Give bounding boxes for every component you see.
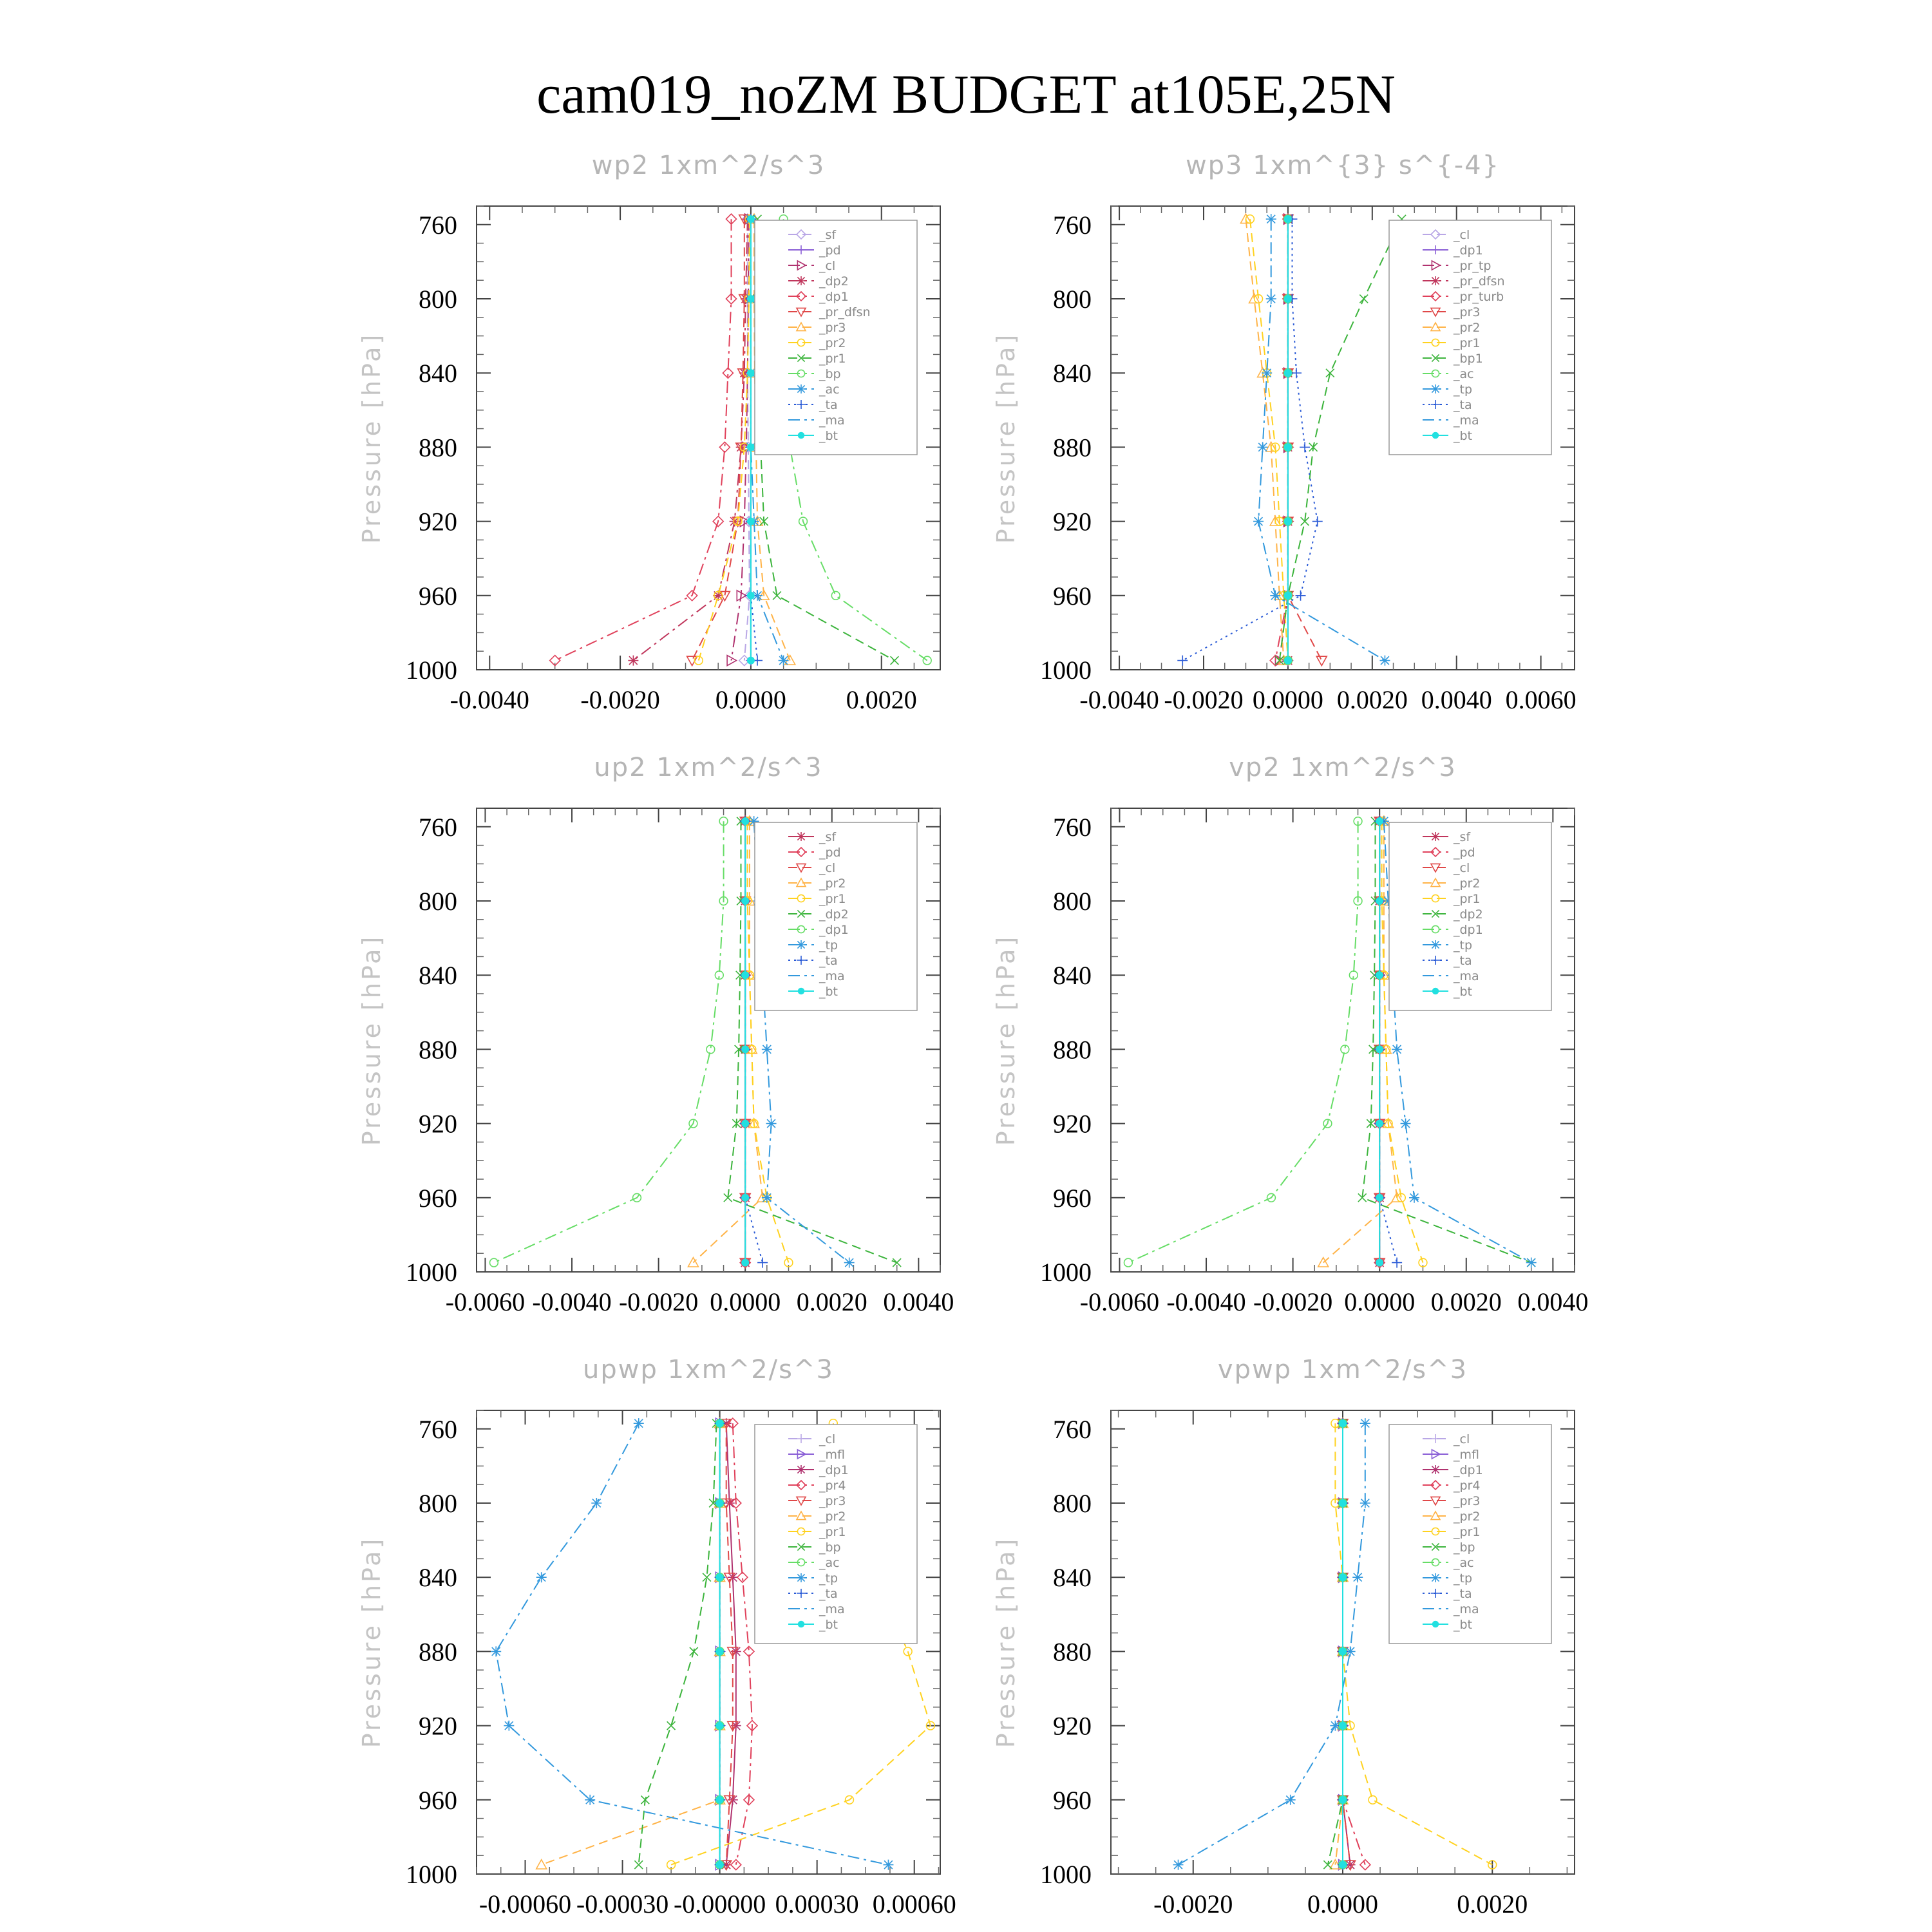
legend-label: _pr4 (819, 1479, 846, 1493)
x-tick-label: 0.0000 (715, 685, 786, 714)
legend-label: _pr_dfsn (1454, 274, 1505, 289)
legend-label: _pr3 (819, 321, 846, 335)
data-point-bt (716, 1861, 724, 1869)
data-point-bt (716, 1419, 724, 1427)
legend-label: _dp1 (819, 1463, 849, 1477)
legend-marker (1432, 988, 1439, 995)
data-point-bt (1376, 1120, 1383, 1128)
x-tick-label: 0.0000 (1252, 685, 1323, 714)
series-line-dp2 (633, 219, 747, 660)
series-line-pr2 (699, 219, 750, 660)
y-tick-label: 800 (1053, 1489, 1092, 1518)
legend-marker (797, 940, 806, 949)
legend-label: _pr1 (819, 352, 846, 366)
y-tick-label: 800 (1053, 285, 1092, 314)
data-point-ac (779, 656, 789, 666)
data-point-bt (1376, 1045, 1383, 1053)
y-tick-label: 800 (1053, 887, 1092, 916)
legend-label: _pr_tp (1454, 259, 1492, 273)
legend-label: _pr1 (1454, 1525, 1481, 1539)
data-point-bp (667, 1721, 676, 1730)
legend-label: _cl (819, 1432, 836, 1446)
data-point-tp (1262, 368, 1272, 378)
y-tick-label: 760 (419, 812, 457, 842)
series-line-dp1 (555, 219, 732, 660)
x-tick-label: -0.0060 (1079, 1287, 1160, 1316)
legend-label: _pr1 (1454, 336, 1481, 350)
data-point-tp (1392, 1044, 1402, 1054)
x-tick-label: 0.0040 (1421, 685, 1492, 714)
data-point-tp (491, 1646, 501, 1656)
data-point-dp2 (628, 656, 638, 666)
y-tick-label: 840 (419, 1563, 457, 1593)
data-point-tp (883, 1860, 893, 1870)
series-group (1177, 214, 1406, 665)
data-point-bp1 (1359, 295, 1368, 303)
x-tick-label: -0.00030 (576, 1889, 669, 1918)
legend-marker (1431, 940, 1440, 949)
x-tick-label: 0.0000 (1344, 1287, 1416, 1316)
data-point-bt (741, 1120, 749, 1128)
data-point-tp (766, 1119, 777, 1129)
legend-label: _ta (819, 1587, 838, 1601)
y-tick-label: 1000 (406, 656, 457, 685)
y-tick-label: 760 (419, 210, 457, 240)
y-axis-label: Pressure [hPa] (992, 934, 1020, 1146)
legend-label: _cl (1454, 861, 1470, 875)
panel-3 (357, 753, 954, 1316)
legend-label: _pr_turb (1454, 290, 1504, 304)
legend-marker (798, 1621, 805, 1628)
panel-title: up2 1xm^2/s^3 (594, 753, 823, 782)
legend-label: _pr2 (1454, 1510, 1481, 1524)
data-point-tp (1409, 1193, 1419, 1203)
y-tick-label: 800 (419, 887, 457, 916)
panel-2 (992, 151, 1577, 714)
data-point-bt (716, 1499, 724, 1507)
series-line-tp (1179, 1423, 1365, 1864)
legend-marker (1432, 1621, 1439, 1628)
data-point-ta (1312, 516, 1323, 527)
legend-label: _pr2 (819, 876, 846, 891)
x-tick-label: -0.0060 (445, 1287, 526, 1316)
data-point-bt (1284, 592, 1292, 600)
y-axis-label: Pressure [hPa] (992, 1536, 1020, 1748)
legend-label: _tp (819, 1571, 838, 1586)
panel-title: vpwp 1xm^2/s^3 (1217, 1355, 1468, 1385)
data-point-tp (591, 1498, 601, 1508)
legend-marker (797, 276, 806, 285)
data-point-tp (1285, 1795, 1296, 1805)
data-point-tp (634, 1418, 644, 1428)
legend-label: _tp (819, 938, 838, 952)
legend-marker (797, 832, 806, 841)
data-point-bt (716, 1647, 724, 1655)
legend-label: _ac (819, 383, 840, 397)
data-point-tp (1270, 591, 1280, 601)
panel-title: wp2 1xm^2/s^3 (591, 151, 826, 180)
series-line-bp (639, 1423, 717, 1864)
legend-label: _ta (1454, 1587, 1472, 1601)
y-tick-label: 920 (1053, 1711, 1092, 1741)
data-point-tp (1352, 1572, 1363, 1582)
data-point-bt (1376, 971, 1383, 979)
data-point-dp1 (1124, 1258, 1133, 1267)
legend-label: _sf (819, 228, 837, 242)
y-tick-label: 960 (419, 1785, 457, 1815)
data-point-ta (1296, 591, 1306, 601)
x-tick-label: 0.0020 (796, 1287, 867, 1316)
legend-label: _bp1 (1454, 352, 1483, 366)
legend-marker (1431, 276, 1440, 285)
legend-label: _cl (819, 861, 836, 875)
y-tick-label: 840 (1053, 359, 1092, 388)
data-point-bt (716, 1796, 724, 1804)
legend-marker (1431, 1573, 1440, 1582)
legend-label: _dp2 (819, 274, 849, 289)
legend-label: _ac (1454, 1556, 1474, 1570)
legend-label: _pd (819, 243, 841, 258)
y-tick-label: 840 (419, 359, 457, 388)
data-point-bt (1376, 1259, 1383, 1267)
y-tick-label: 920 (1053, 507, 1092, 536)
x-tick-label: -0.0020 (1253, 1287, 1333, 1316)
legend-label: _sf (819, 830, 837, 844)
legend-label: _pr3 (1454, 1494, 1481, 1508)
y-tick-label: 960 (419, 581, 457, 611)
panel-1 (357, 151, 940, 714)
legend-label: _pr2 (819, 1510, 846, 1524)
data-point-tp (762, 1193, 772, 1203)
data-point-tp (1360, 1418, 1370, 1428)
y-tick-label: 880 (1053, 1637, 1092, 1667)
legend-label: _ma (1454, 969, 1479, 983)
data-point-bt (1376, 817, 1383, 825)
y-tick-label: 880 (419, 433, 457, 462)
panel-5 (357, 1355, 956, 1918)
data-point-tp (1253, 516, 1264, 527)
data-point-bt (716, 1722, 724, 1730)
legend-label: _pr3 (819, 1494, 846, 1508)
legend-label: _dp1 (1454, 243, 1483, 258)
x-tick-label: -0.0040 (1079, 685, 1159, 714)
data-point-bp (1323, 1861, 1332, 1869)
legend-label: _ta (1454, 954, 1472, 968)
data-point-tp (1360, 1498, 1370, 1508)
legend-label: _ma (1454, 1602, 1479, 1616)
legend-marker (1431, 384, 1440, 393)
legend-marker (1431, 1465, 1440, 1474)
data-point-bt (1284, 443, 1292, 451)
legend-label: _ac (1454, 367, 1474, 381)
data-point-dp1 (490, 1258, 498, 1267)
panels (357, 151, 1588, 1918)
y-tick-label: 960 (1053, 1785, 1092, 1815)
legend-label: _ma (1454, 413, 1479, 428)
x-tick-label: -0.0020 (618, 1287, 699, 1316)
y-tick-label: 840 (1053, 961, 1092, 990)
legend-label: _dp2 (819, 907, 849, 922)
legend-marker (798, 432, 805, 439)
x-tick-label: 0.0020 (846, 685, 917, 714)
data-point-tp (1526, 1258, 1537, 1268)
data-point-bt (747, 369, 755, 377)
series-line-pr3 (1288, 219, 1321, 660)
x-tick-label: -0.00000 (673, 1889, 766, 1918)
legend-label: _cl (819, 259, 836, 273)
legend-label: _dp1 (819, 923, 849, 937)
y-tick-label: 960 (1053, 581, 1092, 611)
legend-label: _pr2 (819, 336, 846, 350)
data-point-tp (762, 1044, 772, 1054)
data-point-bt (1339, 1722, 1347, 1730)
legend-label: _pr1 (819, 1525, 846, 1539)
data-point-pr4 (731, 1860, 741, 1870)
x-tick-label: -0.0020 (1164, 685, 1244, 714)
legend-label: _ta (819, 398, 838, 412)
data-point-bt (1284, 518, 1292, 526)
data-point-bt (747, 657, 755, 665)
legend-label: _ta (819, 954, 838, 968)
legend-label: _mfl (1454, 1448, 1479, 1462)
data-point-bt (1284, 369, 1292, 377)
data-point-bt (1339, 1419, 1347, 1427)
legend-marker (1431, 832, 1440, 841)
data-point-ta (1300, 442, 1310, 452)
y-tick-label: 760 (1053, 1414, 1092, 1444)
panel-title: wp3 1xm^{3} s^{-4} (1185, 151, 1501, 180)
x-tick-label: 0.0060 (1505, 685, 1577, 714)
data-point-bt (1376, 897, 1383, 905)
data-point-ta (1392, 1258, 1402, 1268)
x-tick-label: 0.0020 (1336, 685, 1408, 714)
data-point-bt (1339, 1573, 1347, 1581)
legend-label: _bp (1454, 1540, 1475, 1555)
data-point-tp (1266, 214, 1276, 224)
x-tick-label: 0.0000 (710, 1287, 781, 1316)
data-point-tp (1266, 294, 1276, 304)
data-point-bt (741, 817, 749, 825)
legend-label: _ma (819, 413, 845, 428)
y-tick-label: 1000 (1040, 656, 1092, 685)
legend-label: _bt (819, 1618, 838, 1632)
x-tick-label: -0.0020 (1153, 1889, 1233, 1918)
data-point-bt (747, 518, 755, 526)
data-point-tp (1258, 442, 1268, 452)
y-tick-label: 840 (419, 961, 457, 990)
data-point-tp (504, 1721, 514, 1731)
data-point-bt (747, 443, 755, 451)
legend-label: _bp (819, 1540, 841, 1555)
y-tick-label: 800 (419, 1489, 457, 1518)
legend-label: _mfl (819, 1448, 845, 1462)
data-point-bt (741, 1194, 749, 1202)
data-point-bt (747, 295, 755, 303)
data-point-bt (741, 971, 749, 979)
data-point-bt (1284, 215, 1292, 223)
x-tick-label: -0.0020 (580, 685, 660, 714)
legend-marker (798, 988, 805, 995)
y-tick-label: 760 (1053, 812, 1092, 842)
data-point-bt (1339, 1647, 1347, 1655)
data-point-bt (747, 592, 755, 600)
legend-label: _ma (819, 1602, 845, 1616)
x-tick-label: -0.0040 (450, 685, 529, 714)
data-point-bt (741, 1045, 749, 1053)
legend-label: _ta (1454, 398, 1472, 412)
data-point-tp (1173, 1860, 1184, 1870)
x-tick-label: 0.00060 (872, 1889, 956, 1918)
series-line-bp1 (1280, 219, 1402, 660)
x-tick-label: -0.0040 (532, 1287, 612, 1316)
x-tick-label: 0.00030 (775, 1889, 859, 1918)
series-line-dp1 (494, 821, 724, 1262)
x-tick-label: 0.0040 (883, 1287, 954, 1316)
data-point-pr3 (1316, 656, 1327, 665)
data-point-tp (536, 1572, 547, 1582)
legend-marker (797, 384, 806, 393)
data-point-bt (716, 1573, 724, 1581)
x-tick-label: 0.0020 (1457, 1889, 1528, 1918)
y-tick-label: 880 (419, 1035, 457, 1065)
y-tick-label: 1000 (1040, 1258, 1092, 1287)
legend-label: _bp (819, 367, 841, 381)
legend-marker (797, 1573, 806, 1582)
x-tick-label: -0.00060 (478, 1889, 572, 1918)
y-tick-label: 760 (419, 1414, 457, 1444)
data-point-bt (741, 897, 749, 905)
series-line-pr2 (542, 1423, 720, 1864)
y-tick-label: 920 (419, 1109, 457, 1139)
y-tick-label: 880 (1053, 1035, 1092, 1065)
data-point-pr2 (694, 656, 703, 665)
y-tick-label: 1000 (406, 1860, 457, 1889)
legend-label: _pd (819, 846, 841, 860)
data-point-pr4 (1360, 1860, 1370, 1870)
legend-label: _ac (819, 1556, 840, 1570)
panel-title: vp2 1xm^2/s^3 (1229, 753, 1457, 782)
legend-label: _pd (1454, 846, 1475, 860)
panel-6 (992, 1355, 1575, 1918)
series-line-dp1 (1128, 821, 1358, 1262)
legend-label: _cl (1454, 228, 1470, 242)
x-tick-label: -0.0040 (1166, 1287, 1246, 1316)
legend-label: _bt (1454, 985, 1473, 999)
data-point-bt (1376, 1194, 1383, 1202)
legend-label: _dp1 (1454, 923, 1483, 937)
legend-marker (797, 1465, 806, 1474)
y-tick-label: 800 (419, 285, 457, 314)
y-tick-label: 760 (1053, 210, 1092, 240)
y-tick-label: 960 (419, 1183, 457, 1213)
data-point-ta (1177, 656, 1188, 666)
y-axis-label: Pressure [hPa] (357, 332, 386, 544)
legend-label: _pr1 (819, 892, 846, 906)
legend-label: _bt (819, 985, 838, 999)
y-axis-label: Pressure [hPa] (992, 332, 1020, 544)
y-tick-label: 920 (419, 1711, 457, 1741)
data-point-tp (1401, 1119, 1411, 1129)
y-tick-label: 840 (1053, 1563, 1092, 1593)
data-point-tp (1379, 656, 1390, 666)
panel-title: upwp 1xm^2/s^3 (583, 1355, 834, 1385)
y-tick-label: 1000 (1040, 1860, 1092, 1889)
legend-label: _pr2 (1454, 876, 1481, 891)
data-point-pr1 (891, 656, 899, 665)
y-axis-label: Pressure [hPa] (357, 1536, 386, 1748)
data-point-pr1 (1368, 1795, 1377, 1804)
data-point-pr2 (536, 1860, 547, 1869)
legend-label: _pr4 (1454, 1479, 1481, 1493)
legend-label: _bt (1454, 429, 1473, 443)
legend-label: _tp (1454, 938, 1473, 952)
series-line-ta (1182, 219, 1317, 660)
legend-label: _dp2 (1454, 907, 1483, 922)
data-point-tp (844, 1258, 855, 1268)
legend-label: _bt (819, 429, 838, 443)
figure-title: cam019_noZM BUDGET at105E,25N (536, 63, 1396, 125)
x-tick-label: 0.0020 (1430, 1287, 1502, 1316)
data-point-bt (1339, 1796, 1347, 1804)
x-tick-label: 0.0000 (1307, 1889, 1378, 1918)
y-tick-label: 880 (1053, 433, 1092, 462)
data-point-ta (757, 1258, 768, 1268)
legend-label: _bt (1454, 1618, 1473, 1632)
series-line-pr2 (1246, 219, 1284, 660)
y-tick-label: 1000 (406, 1258, 457, 1287)
legend-label: _pr1 (1454, 892, 1481, 906)
data-point-bp (923, 656, 931, 665)
legend-label: _tp (1454, 383, 1473, 397)
legend-label: _cl (1454, 1432, 1470, 1446)
legend-label: _pr2 (1454, 321, 1481, 335)
data-point-bt (1339, 1499, 1347, 1507)
data-point-bt (1339, 1861, 1347, 1869)
x-tick-label: 0.0040 (1517, 1287, 1589, 1316)
series-line-pr1 (1250, 219, 1288, 660)
panel-4 (992, 753, 1588, 1316)
legend-marker (1432, 432, 1439, 439)
data-point-bt (747, 215, 755, 223)
y-tick-label: 880 (419, 1637, 457, 1667)
legend-label: _sf (1454, 830, 1471, 844)
y-axis-label: Pressure [hPa] (357, 934, 386, 1146)
data-point-bt (741, 1259, 749, 1267)
y-tick-label: 920 (419, 507, 457, 536)
legend-label: _dp1 (819, 290, 849, 304)
legend-label: _dp1 (1454, 1463, 1483, 1477)
data-point-bp (831, 591, 840, 600)
data-point-tp (585, 1795, 595, 1805)
data-point-bt (1284, 657, 1292, 665)
legend-label: _ma (819, 969, 845, 983)
data-point-bt (1284, 295, 1292, 303)
y-tick-label: 960 (1053, 1183, 1092, 1213)
legend-label: _pr3 (1454, 305, 1481, 319)
legend-label: _tp (1454, 1571, 1473, 1586)
y-tick-label: 920 (1053, 1109, 1092, 1139)
legend-label: _pr_dfsn (819, 305, 871, 319)
